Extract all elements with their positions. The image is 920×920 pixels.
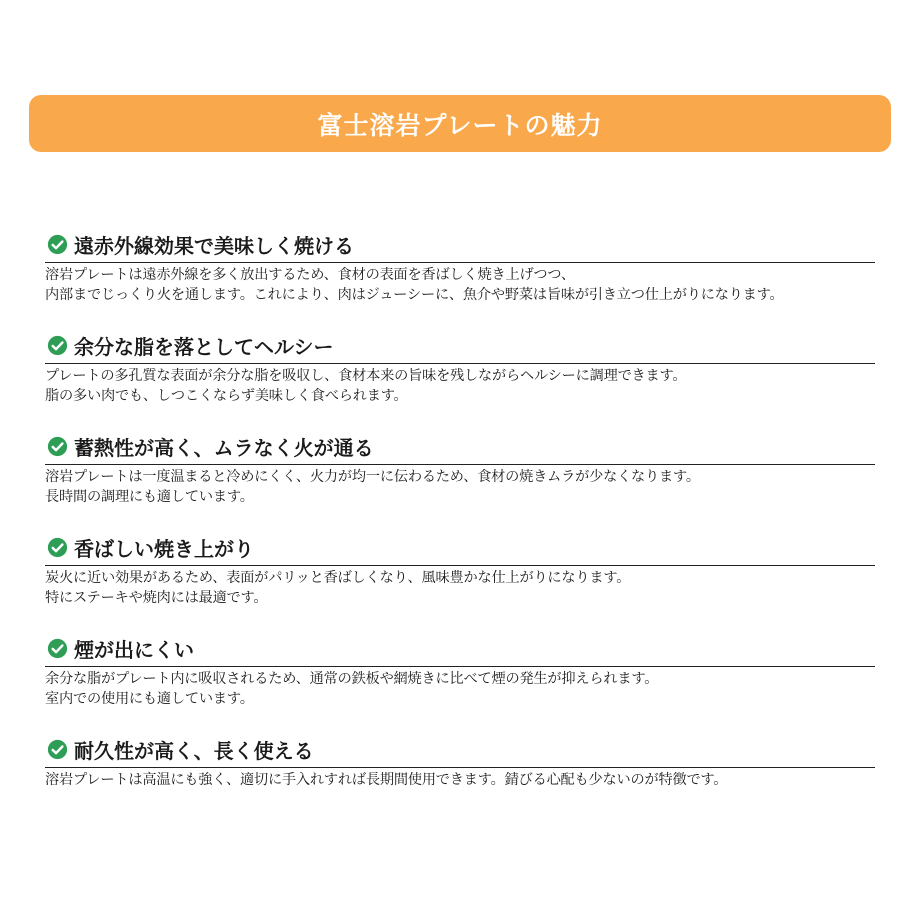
feature-description [45,364,875,406]
feature-description [45,667,875,709]
feature-heading [45,330,875,364]
feature-description [45,263,875,305]
check-circle-icon [47,436,68,457]
description-line: 炭火に近い効果があるため、表面がパリッと香ばしくなり、風味豊かな仕上がりになります。 [45,570,631,586]
feature-heading [45,532,875,566]
feature-list [45,229,875,835]
header-banner [29,95,891,152]
feature-heading [45,734,875,768]
page-title: 富士溶岩プレートの魅力 [317,110,603,140]
feature-section [45,532,875,633]
description-line: 溶岩プレートは遠赤外線を多く放出するため、食材の表面を香ばしく焼き上げつつ、 [45,267,575,283]
description-line: 内部までじっくり火を通します。これにより、肉はジューシーに、魚介や野菜は旨味が引き立つ仕上がりになります。 [45,287,784,303]
description-line: 余分な脂がプレート内に吸収されるため、通常の鉄板や網焼きに比べて煙の発生が抑えられます。 [45,671,659,687]
feature-title: 余分な脂を落としてヘルシー [74,335,334,359]
check-circle-icon [47,638,68,659]
description-line: 室内での使用にも適しています。 [45,691,254,707]
feature-title: 蓄熱性が高く、ムラなく火が通る [74,436,374,460]
description-line: プレートの多孔質な表面が余分な脂を吸収し、食材本来の旨味を残しながらヘルシーに調理できます。 [45,368,687,384]
feature-section [45,431,875,532]
description-line: 溶岩プレートは一度温まると冷めにくく、火力が均一に伝わるため、食材の焼きムラが少なくなります。 [45,469,700,485]
feature-description [45,768,875,790]
check-circle-icon [47,234,68,255]
check-circle-icon [47,537,68,558]
description-line: 特にステーキや焼肉には最適です。 [45,590,268,606]
feature-section [45,330,875,431]
feature-section [45,734,875,835]
feature-heading [45,633,875,667]
feature-title: 耐久性が高く、長く使える [74,739,314,763]
check-circle-icon [47,739,68,760]
feature-section [45,633,875,734]
feature-description [45,465,875,507]
feature-heading [45,431,875,465]
description-line: 脂の多い肉でも、しつこくならず美味しく食べられます。 [45,388,408,404]
feature-title: 煙が出にくい [74,638,194,662]
check-circle-icon [47,335,68,356]
description-line: 溶岩プレートは高温にも強く、適切に手入れすれば長期間使用できます。錆びる心配も少ないのが特徴です。 [45,772,728,788]
feature-description [45,566,875,608]
feature-title: 香ばしい焼き上がり [74,537,254,561]
description-line: 長時間の調理にも適しています。 [45,489,254,505]
feature-heading [45,229,875,263]
feature-title: 遠赤外線効果で美味しく焼ける [74,234,354,258]
feature-section [45,229,875,330]
